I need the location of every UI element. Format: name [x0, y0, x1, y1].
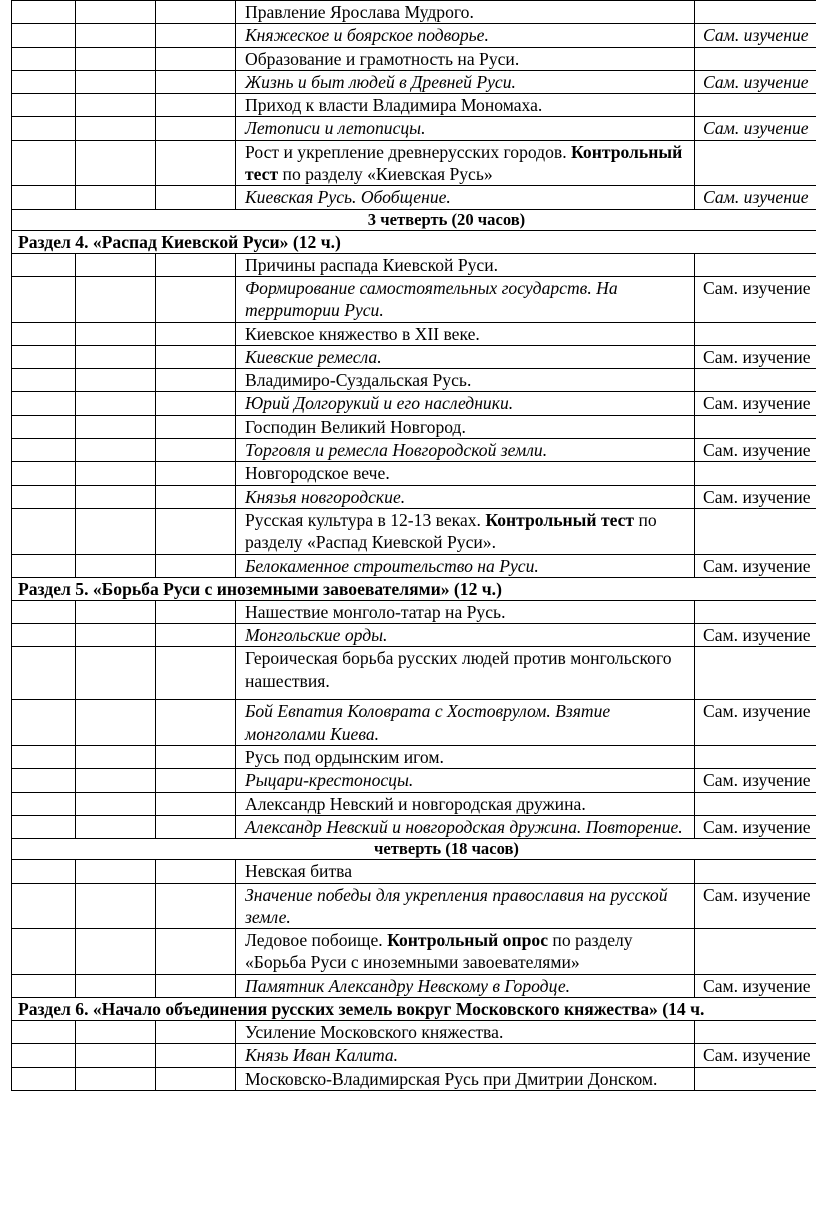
- lesson-number-cell: [12, 485, 76, 508]
- actual-date-cell: [156, 769, 236, 792]
- study-mode-cell: [695, 369, 816, 392]
- section-header-row: [12, 577, 816, 600]
- study-mode-cell: [695, 140, 816, 186]
- actual-date-cell: [156, 883, 236, 929]
- study-mode-cell: [695, 508, 816, 554]
- plan-date-cell: [76, 94, 156, 117]
- section-header-row: [12, 997, 816, 1020]
- lesson-number-cell: [12, 94, 76, 117]
- actual-date-cell: [156, 24, 236, 47]
- actual-date-cell: [156, 253, 236, 276]
- lesson-topic: Приход к власти Владимира Мономаха.: [236, 94, 695, 117]
- lesson-topic: Киевские ремесла.: [236, 345, 695, 368]
- lesson-topic: Образование и грамотность на Руси.: [236, 47, 695, 70]
- actual-date-cell: [156, 369, 236, 392]
- lesson-number-cell: [12, 140, 76, 186]
- study-mode-cell: Сам. изучение: [695, 815, 816, 838]
- plan-date-cell: [76, 554, 156, 577]
- plan-date-cell: [76, 647, 156, 700]
- lesson-row: [12, 140, 816, 186]
- actual-date-cell: [156, 276, 236, 322]
- lesson-row: [12, 554, 816, 577]
- plan-date-cell: [76, 1020, 156, 1043]
- actual-date-cell: [156, 1044, 236, 1067]
- lesson-topic: Владимиро-Суздальская Русь.: [236, 369, 695, 392]
- topic-text: по разделу «Распад Киевской Руси».: [245, 509, 657, 553]
- lesson-number-cell: [12, 276, 76, 322]
- plan-date-cell: [76, 508, 156, 554]
- lesson-topic: Киевское княжество в XII веке.: [236, 322, 695, 345]
- plan-date-cell: [76, 439, 156, 462]
- lesson-number-cell: [12, 929, 76, 975]
- study-mode-cell: Сам. изучение: [695, 439, 816, 462]
- lesson-row: [12, 624, 816, 647]
- study-mode-cell: [695, 929, 816, 975]
- lesson-row: [12, 1020, 816, 1043]
- actual-date-cell: [156, 600, 236, 623]
- plan-date-cell: [76, 117, 156, 140]
- study-mode-cell: Сам. изучение: [695, 769, 816, 792]
- section-header-row: [12, 230, 816, 253]
- lesson-number-cell: [12, 462, 76, 485]
- assessment-label: Контрольный тест: [485, 509, 635, 530]
- lesson-topic: Белокаменное строительство на Руси.: [236, 554, 695, 577]
- lesson-plan-body: [12, 1, 816, 1091]
- lesson-topic: Юрий Долгорукий и его наследники.: [236, 392, 695, 415]
- lesson-topic: Усиление Московского княжества.: [236, 1020, 695, 1043]
- lesson-row: [12, 746, 816, 769]
- section-title: Раздел 4. «Распад Киевской Руси» (12 ч.): [12, 230, 816, 253]
- study-mode-cell: [695, 860, 816, 883]
- plan-date-cell: [76, 70, 156, 93]
- plan-date-cell: [76, 140, 156, 186]
- lesson-row: [12, 322, 816, 345]
- lesson-number-cell: [12, 647, 76, 700]
- lesson-number-cell: [12, 792, 76, 815]
- lesson-number-cell: [12, 860, 76, 883]
- lesson-topic: [236, 508, 695, 554]
- lesson-topic: Бой Евпатия Коловрата с Хостоврулом. Взятие монголами Киева.: [236, 700, 695, 746]
- study-mode-cell: [695, 746, 816, 769]
- plan-date-cell: [76, 624, 156, 647]
- topic-text: Русская культура в 12-13 веках.: [245, 509, 486, 530]
- topic-text: Рост и укрепление древнерусских городов.: [245, 141, 572, 162]
- actual-date-cell: [156, 700, 236, 746]
- study-mode-cell: [695, 647, 816, 700]
- lesson-number-cell: [12, 345, 76, 368]
- study-mode-cell: Сам. изучение: [695, 624, 816, 647]
- actual-date-cell: [156, 439, 236, 462]
- lesson-row: [12, 815, 816, 838]
- lesson-number-cell: [12, 439, 76, 462]
- lesson-topic: Русь под ордынским игом.: [236, 746, 695, 769]
- actual-date-cell: [156, 792, 236, 815]
- lesson-topic: Правление Ярослава Мудрого.: [236, 1, 695, 24]
- lesson-row: [12, 700, 816, 746]
- lesson-row: [12, 600, 816, 623]
- study-mode-cell: Сам. изучение: [695, 700, 816, 746]
- plan-date-cell: [76, 24, 156, 47]
- plan-date-cell: [76, 485, 156, 508]
- lesson-row: [12, 24, 816, 47]
- actual-date-cell: [156, 929, 236, 975]
- plan-date-cell: [76, 929, 156, 975]
- lesson-number-cell: [12, 24, 76, 47]
- actual-date-cell: [156, 647, 236, 700]
- quarter-header-row: [12, 839, 816, 860]
- lesson-row: [12, 415, 816, 438]
- plan-date-cell: [76, 792, 156, 815]
- lesson-number-cell: [12, 186, 76, 209]
- study-mode-cell: [695, 415, 816, 438]
- lesson-row: [12, 485, 816, 508]
- lesson-number-cell: [12, 508, 76, 554]
- study-mode-cell: Сам. изучение: [695, 1044, 816, 1067]
- plan-date-cell: [76, 322, 156, 345]
- actual-date-cell: [156, 47, 236, 70]
- topic-text: Ледовое побоище.: [245, 930, 388, 951]
- lesson-topic: Невская битва: [236, 860, 695, 883]
- plan-date-cell: [76, 746, 156, 769]
- lesson-row: [12, 392, 816, 415]
- lesson-row: [12, 276, 816, 322]
- lesson-topic: [236, 140, 695, 186]
- actual-date-cell: [156, 746, 236, 769]
- lesson-plan-table: [11, 0, 816, 1091]
- lesson-row: [12, 883, 816, 929]
- lesson-row: [12, 345, 816, 368]
- lesson-topic: Героическая борьба русских людей против монгольского нашествия.: [236, 647, 695, 700]
- plan-date-cell: [76, 1, 156, 24]
- plan-date-cell: [76, 186, 156, 209]
- lesson-number-cell: [12, 624, 76, 647]
- lesson-number-cell: [12, 974, 76, 997]
- lesson-topic: Летописи и летописцы.: [236, 117, 695, 140]
- plan-date-cell: [76, 974, 156, 997]
- plan-date-cell: [76, 769, 156, 792]
- actual-date-cell: [156, 392, 236, 415]
- study-mode-cell: [695, 1067, 816, 1090]
- lesson-row: [12, 769, 816, 792]
- lesson-topic: Формирование самостоятельных государств. На территории Руси.: [236, 276, 695, 322]
- plan-date-cell: [76, 415, 156, 438]
- lesson-row: [12, 647, 816, 700]
- lesson-number-cell: [12, 554, 76, 577]
- actual-date-cell: [156, 1, 236, 24]
- lesson-row: [12, 974, 816, 997]
- lesson-row: [12, 186, 816, 209]
- lesson-number-cell: [12, 769, 76, 792]
- lesson-topic: Московско-Владимирская Русь при Дмитрии Донском.: [236, 1067, 695, 1090]
- study-mode-cell: Сам. изучение: [695, 883, 816, 929]
- lesson-topic: Значение победы для укрепления православия на русской земле.: [236, 883, 695, 929]
- lesson-number-cell: [12, 415, 76, 438]
- study-mode-cell: [695, 322, 816, 345]
- actual-date-cell: [156, 322, 236, 345]
- actual-date-cell: [156, 815, 236, 838]
- lesson-number-cell: [12, 322, 76, 345]
- actual-date-cell: [156, 508, 236, 554]
- lesson-topic: Александр Невский и новгородская дружина.: [236, 792, 695, 815]
- topic-text: по разделу «Борьба Руси с иноземными завоевателями»: [245, 930, 633, 973]
- actual-date-cell: [156, 140, 236, 186]
- lesson-topic: [236, 929, 695, 975]
- lesson-number-cell: [12, 700, 76, 746]
- study-mode-cell: Сам. изучение: [695, 974, 816, 997]
- lesson-row: [12, 1044, 816, 1067]
- actual-date-cell: [156, 94, 236, 117]
- study-mode-cell: Сам. изучение: [695, 345, 816, 368]
- plan-date-cell: [76, 1044, 156, 1067]
- plan-date-cell: [76, 47, 156, 70]
- study-mode-cell: Сам. изучение: [695, 485, 816, 508]
- lesson-number-cell: [12, 1020, 76, 1043]
- lesson-row: [12, 94, 816, 117]
- study-mode-cell: [695, 792, 816, 815]
- lesson-number-cell: [12, 1, 76, 24]
- lesson-row: [12, 508, 816, 554]
- lesson-number-cell: [12, 1067, 76, 1090]
- actual-date-cell: [156, 554, 236, 577]
- study-mode-cell: Сам. изучение: [695, 24, 816, 47]
- assessment-label: Контрольный опрос: [387, 930, 549, 951]
- actual-date-cell: [156, 117, 236, 140]
- actual-date-cell: [156, 186, 236, 209]
- lesson-topic: Рыцари-крестоносцы.: [236, 769, 695, 792]
- study-mode-cell: [695, 1, 816, 24]
- lesson-topic: Князь Иван Калита.: [236, 1044, 695, 1067]
- lesson-row: [12, 792, 816, 815]
- lesson-row: [12, 929, 816, 975]
- study-mode-cell: [695, 600, 816, 623]
- study-mode-cell: [695, 1020, 816, 1043]
- lesson-row: [12, 253, 816, 276]
- actual-date-cell: [156, 974, 236, 997]
- plan-date-cell: [76, 253, 156, 276]
- actual-date-cell: [156, 70, 236, 93]
- plan-date-cell: [76, 276, 156, 322]
- study-mode-cell: [695, 253, 816, 276]
- lesson-number-cell: [12, 117, 76, 140]
- section-title: Раздел 5. «Борьба Руси с иноземными завоевателями» (12 ч.): [12, 577, 816, 600]
- actual-date-cell: [156, 485, 236, 508]
- lesson-row: [12, 860, 816, 883]
- lesson-topic: Князья новгородские.: [236, 485, 695, 508]
- lesson-topic: Нашествие монголо-татар на Русь.: [236, 600, 695, 623]
- lesson-row: [12, 70, 816, 93]
- lesson-number-cell: [12, 253, 76, 276]
- quarter-title: 3 четверть (20 часов): [12, 209, 816, 230]
- actual-date-cell: [156, 345, 236, 368]
- lesson-topic: Господин Великий Новгород.: [236, 415, 695, 438]
- plan-date-cell: [76, 462, 156, 485]
- lesson-number-cell: [12, 1044, 76, 1067]
- study-mode-cell: Сам. изучение: [695, 70, 816, 93]
- lesson-number-cell: [12, 392, 76, 415]
- study-mode-cell: Сам. изучение: [695, 276, 816, 322]
- lesson-topic: Киевская Русь. Обобщение.: [236, 186, 695, 209]
- actual-date-cell: [156, 860, 236, 883]
- lesson-number-cell: [12, 883, 76, 929]
- lesson-row: [12, 117, 816, 140]
- actual-date-cell: [156, 624, 236, 647]
- study-mode-cell: [695, 47, 816, 70]
- lesson-topic: Торговля и ремесла Новгородской земли.: [236, 439, 695, 462]
- actual-date-cell: [156, 415, 236, 438]
- assessment-label: Контрольный тест: [245, 141, 683, 185]
- lesson-topic: Причины распада Киевской Руси.: [236, 253, 695, 276]
- lesson-number-cell: [12, 815, 76, 838]
- lesson-number-cell: [12, 600, 76, 623]
- section-title: Раздел 6. «Начало объединения русских земель вокруг Московского княжества» (14 ч.: [12, 997, 816, 1020]
- quarter-title: четверть (18 часов): [12, 839, 816, 860]
- lesson-row: [12, 1, 816, 24]
- lesson-topic: Памятник Александру Невскому в Городце.: [236, 974, 695, 997]
- actual-date-cell: [156, 462, 236, 485]
- lesson-number-cell: [12, 70, 76, 93]
- lesson-topic: Новгородское вече.: [236, 462, 695, 485]
- topic-text: по разделу «Киевская Русь»: [278, 164, 493, 185]
- study-mode-cell: Сам. изучение: [695, 392, 816, 415]
- lesson-row: [12, 47, 816, 70]
- plan-date-cell: [76, 345, 156, 368]
- lesson-row: [12, 462, 816, 485]
- plan-date-cell: [76, 815, 156, 838]
- plan-date-cell: [76, 883, 156, 929]
- plan-date-cell: [76, 392, 156, 415]
- lesson-number-cell: [12, 369, 76, 392]
- plan-date-cell: [76, 1067, 156, 1090]
- actual-date-cell: [156, 1020, 236, 1043]
- plan-date-cell: [76, 860, 156, 883]
- lesson-topic: Монгольские орды.: [236, 624, 695, 647]
- lesson-row: [12, 1067, 816, 1090]
- plan-date-cell: [76, 700, 156, 746]
- actual-date-cell: [156, 1067, 236, 1090]
- lesson-number-cell: [12, 47, 76, 70]
- study-mode-cell: [695, 94, 816, 117]
- study-mode-cell: Сам. изучение: [695, 117, 816, 140]
- lesson-row: [12, 369, 816, 392]
- lesson-topic: Жизнь и быт людей в Древней Руси.: [236, 70, 695, 93]
- lesson-number-cell: [12, 746, 76, 769]
- lesson-topic: Александр Невский и новгородская дружина. Повторение.: [236, 815, 695, 838]
- study-mode-cell: Сам. изучение: [695, 554, 816, 577]
- study-mode-cell: Сам. изучение: [695, 186, 816, 209]
- plan-date-cell: [76, 600, 156, 623]
- study-mode-cell: [695, 462, 816, 485]
- lesson-row: [12, 439, 816, 462]
- lesson-topic: Княжеское и боярское подворье.: [236, 24, 695, 47]
- plan-date-cell: [76, 369, 156, 392]
- quarter-header-row: [12, 209, 816, 230]
